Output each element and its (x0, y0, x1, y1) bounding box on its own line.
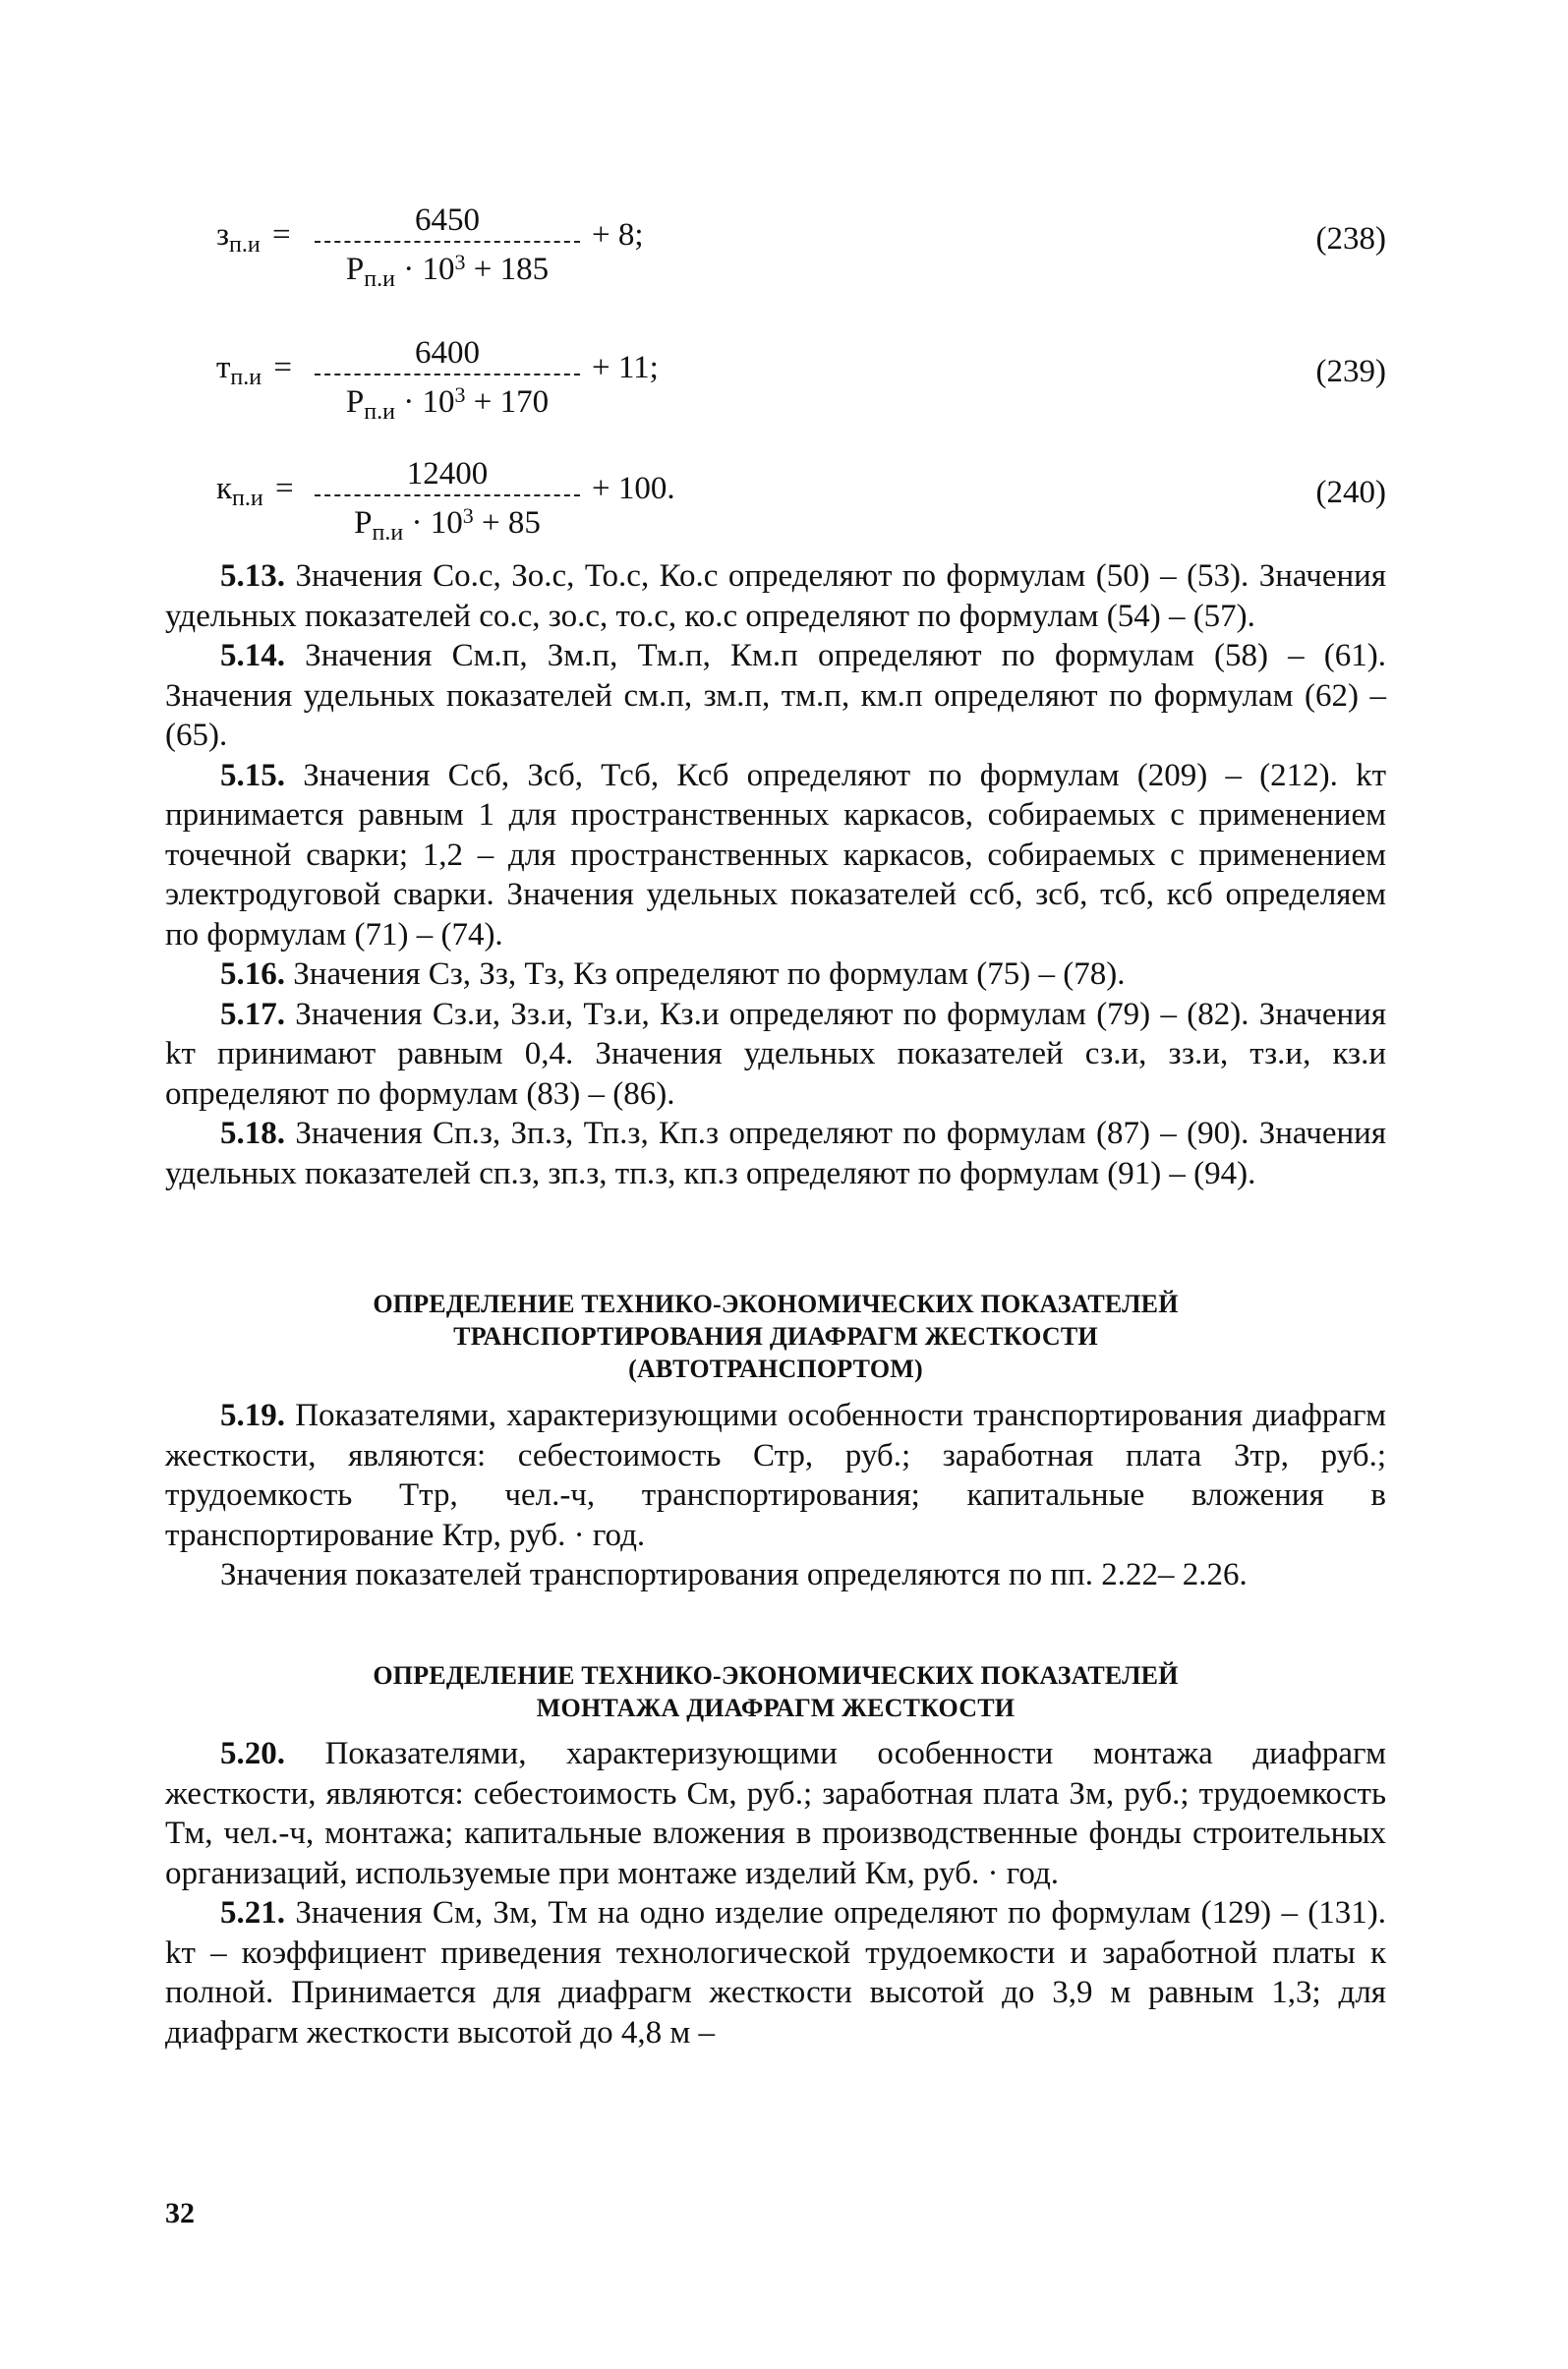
paragraph-5-19-values: Значения показателей транспортирования определяются по пп. 2.22– 2.26. (220, 1557, 1248, 1592)
heading-transport: ОПРЕДЕЛЕНИЕ ТЕХНИКО-ЭКОНОМИЧЕСКИХ ПОКАЗАТЕЛЕЙ ТРАНСПОРТИРОВАНИЯ ДИАФРАГМ ЖЕСТКОСТИ (АВТОТРАНСПОРТОМ) (373, 1290, 1179, 1383)
paragraph-5-16: 5.16. Значения Сз, Зз, Тз, Кз определяют по формулам (75) – (78). (220, 956, 1126, 992)
paragraph-5-18: 5.18. Значения Сп.з, Зп.з, Тп.з, Кп.з определяют по формулам (87) – (90). Значения удельных показателей сп.з, зп.з, тп.з, кп.з определяют по формулам (91) – (94). (165, 1116, 1386, 1191)
formula-tail: + 8; (592, 217, 644, 253)
formula-fraction (315, 334, 580, 432)
formula-numerator: 6400 (315, 334, 580, 376)
formula-239 (216, 334, 1386, 442)
formula-denominator: $Р_{п.и} \cdot 10^3 + 185$ (345, 250, 550, 292)
heading-montage: ОПРЕДЕЛЕНИЕ ТЕХНИКО-ЭКОНОМИЧЕСКИХ ПОКАЗАТЕЛЕЙ МОНТАЖА ДИАФРАГМ ЖЕСТКОСТИ (373, 1661, 1179, 1722)
formula-fraction (315, 455, 580, 552)
formula-fraction (315, 202, 580, 299)
paragraph-5-15: 5.15. Значения Ссб, Зсб, Тсб, Ксб определяют по формулам (209) – (212). kт принимается равным 1 для пространственных каркасов, собираемых с применением точечной сварки; 1,2 – для пространственных каркасов, собираемых с применением электродуговой сварки. Значения удельных показателей ссб, зсб, тсб, ксб определяем по формулам (71) – (74). (165, 757, 1386, 953)
formula-lhs: $к_{п.и}$ = (216, 471, 294, 511)
section-paragraph-519 (165, 1396, 1386, 1595)
formula-lhs: $т_{п.и}$ = (216, 350, 292, 390)
formula-240 (216, 455, 1386, 563)
section-paragraphs-513-518 (165, 556, 1386, 1193)
paragraph-5-19: 5.19. Показателями, характеризующими особенности транспортирования диафрагм жесткости, являются: себестоимость Стр, руб.; заработная плата Зтр, руб.; трудоемкость Ттр, чел.-ч, транспортирования; капитальные вложения в транспортирование Ктр, руб. · год. (165, 1398, 1386, 1553)
paragraph-5-17: 5.17. Значения Сз.и, Зз.и, Тз.и, Кз.и определяют по формулам (79) – (82). Значения kт принимают равным 0,4. Значения удельных показателей сз.и, зз.и, тз.и, кз.и определяют по формулам (83) – (86). (165, 996, 1387, 1112)
page-number: 32 (165, 2197, 195, 2229)
paragraph-5-20: 5.20. Показателями, характеризующими особенности монтажа диафрагм жесткости, являются: себестоимость См, руб.; заработная плата Зм, руб.; трудоемкость Тм, чел.-ч, монтажа; капитальные вложения в производственные фонды строительных организаций, используемые при монтаже изделий Км, руб. · год. (165, 1736, 1386, 1891)
paragraph-5-13: 5.13. Значения Со.с, Зо.с, То.с, Ко.с определяют по формулам (50) – (53). Значения удельных показателей со.с, зо.с, то.с, ко.с определяют по формулам (54) – (57). (165, 558, 1387, 634)
formula-number: (239) (1315, 354, 1386, 389)
formula-number: (238) (1315, 221, 1386, 257)
section-paragraphs-520-521 (165, 1734, 1386, 2052)
formula-denominator: $Р_{п.и} \cdot 10^3 + 85$ (354, 503, 541, 546)
formula-numerator: 12400 (315, 455, 580, 496)
formula-tail: + 100. (592, 471, 675, 506)
paragraph-5-14: 5.14. Значения См.п, Зм.п, Тм.п, Км.п определяют по формулам (58) – (61). Значения удельных показателей см.п, зм.п, тм.п, км.п определяют по формулам (62) – (65). (165, 638, 1386, 753)
paragraph-5-21: 5.21. Значения См, Зм, Тм на одно изделие определяют по формулам (129) – (131). kт – коэффициент приведения технологической трудоемкости и заработной платы к полной. Принимается для диафрагм жесткости высотой до 3,9 м равным 1,3; для диафрагм жесткости высотой до 4,8 м – (165, 1895, 1387, 2051)
formula-number: (240) (1315, 475, 1386, 510)
formula-denominator: $Р_{п.и} \cdot 10^3 + 170$ (345, 382, 550, 425)
formula-lhs: $з_{п.и}$ = (216, 217, 291, 258)
formula-238 (216, 202, 1386, 310)
formula-numerator: 6450 (315, 202, 580, 243)
formula-tail: + 11; (592, 350, 659, 385)
